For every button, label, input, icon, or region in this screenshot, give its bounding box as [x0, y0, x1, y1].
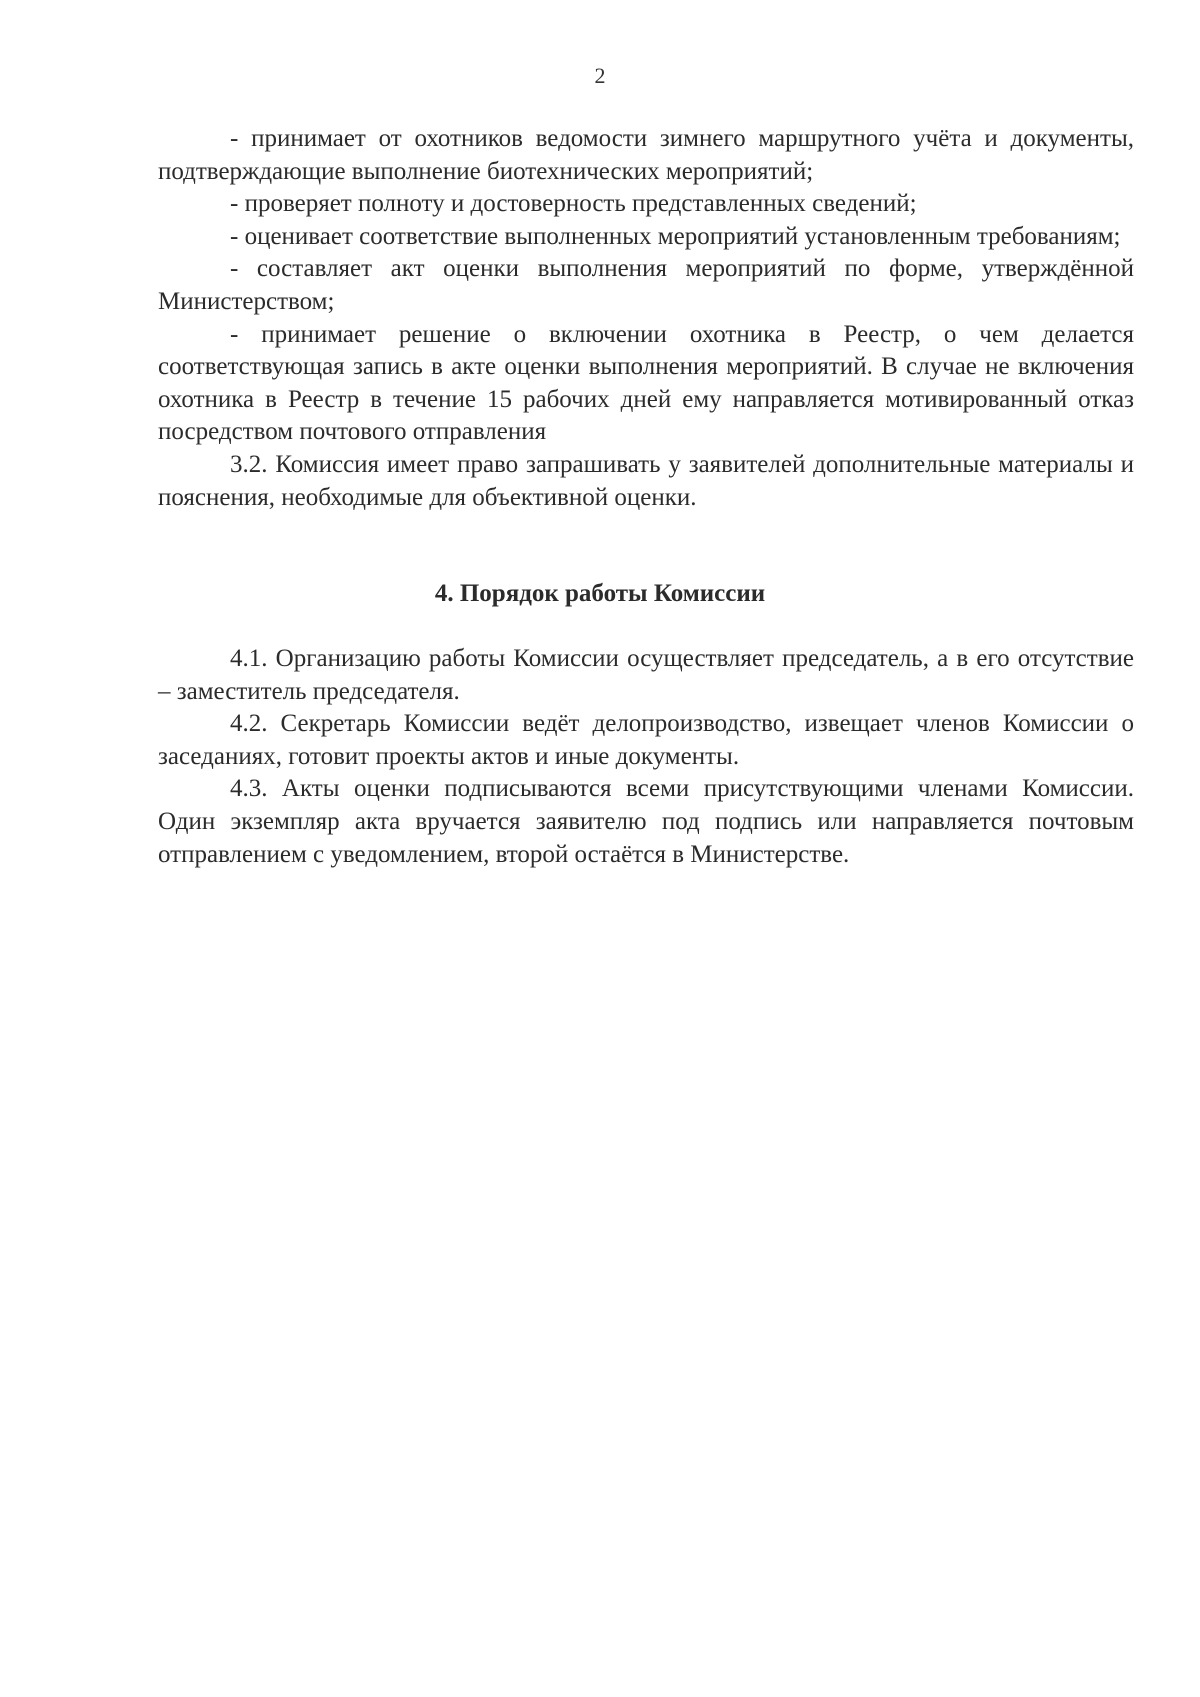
paragraph-4-2: 4.2. Секретарь Комиссии ведёт делопроизводство, извещает членов Комиссии о заседаниях, готовит проекты актов и иные документы. [158, 710, 1134, 770]
paragraph-4-3: 4.3. Акты оценки подписываются всеми присутствующими членами Комиссии. Один экземпляр акта вручается заявителю под подпись или направляется почтовым отправлением с уведомлением, второй остаётся в Министерстве. [158, 775, 1134, 868]
section-4-body [158, 643, 1134, 871]
paragraph-evaluates-compliance: - оценивает соответствие выполненных мероприятий установленным требованиям; [230, 222, 1121, 250]
section-3-body [158, 123, 1134, 514]
page-number: 2 [594, 63, 606, 88]
paragraph-registry-decision: - принимает решение о включении охотника в Реестр, о чем делается соответствующая запись в акте оценки выполнения мероприятий. В случае не включения охотника в Реестр в течение 15 рабочих дней ему направляется мотивированный отказ посредством почтового отправления [158, 320, 1134, 446]
paragraph-checks-completeness: - проверяет полноту и достоверность представленных сведений; [230, 190, 917, 218]
paragraph-4-1: 4.1. Организацию работы Комиссии осуществляет председатель, а в его отсутствие – заместитель председателя. [158, 645, 1134, 705]
paragraph-receives-reports: - принимает от охотников ведомости зимнего маршрутного учёта и документы, подтверждающие выполнение биотехнических мероприятий; [158, 125, 1134, 185]
section-4-heading: 4. Порядок работы Комиссии [434, 580, 766, 607]
paragraph-drafts-act: - составляет акт оценки выполнения мероприятий по форме, утверждённой Министерством; [158, 255, 1134, 315]
paragraph-3-2: 3.2. Комиссия имеет право запрашивать у заявителей дополнительные материалы и пояснения, необходимые для объективной оценки. [158, 450, 1134, 511]
